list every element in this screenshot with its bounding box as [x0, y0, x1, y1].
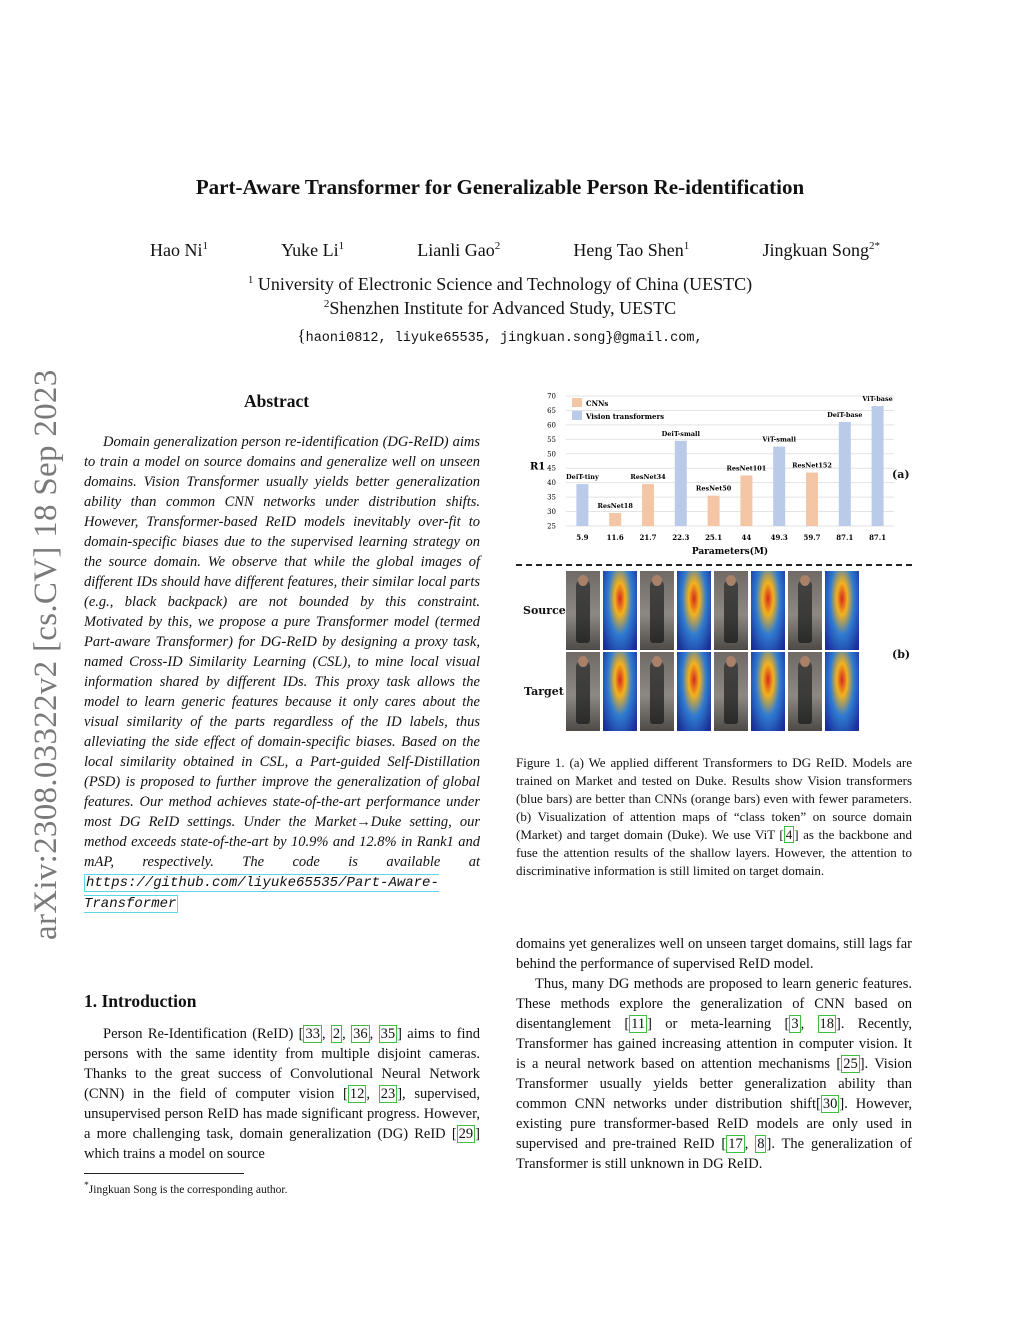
- attention-map-image: [640, 571, 674, 650]
- legend-label-vit: Vision transformers: [586, 412, 665, 421]
- attention-map-image: [714, 571, 748, 650]
- code-link[interactable]: https://github.com/liyuke65535/Part-Aware-Transformer: [84, 875, 439, 912]
- attention-map-image: [825, 571, 859, 650]
- x-tick-label: 59.7: [803, 533, 821, 542]
- panel-label-b: (b): [892, 648, 911, 661]
- y-tick-label: 60: [547, 421, 556, 430]
- author: Yuke Li$^1$: [281, 240, 345, 260]
- bar-model-label: ResNet152: [792, 461, 832, 470]
- citation-link[interactable]: 4: [785, 827, 793, 842]
- person-silhouette: [650, 660, 664, 724]
- bar-model-label: DeiT-base: [827, 411, 863, 419]
- bar: [675, 441, 687, 526]
- person-head: [726, 656, 736, 667]
- x-axis-label: Parameters(M): [691, 547, 769, 557]
- attention-map-image: [788, 571, 822, 650]
- citation-link[interactable]: 25: [843, 1056, 858, 1072]
- citation-link[interactable]: 11: [631, 1016, 646, 1032]
- bar-model-label: ResNet50: [695, 484, 732, 493]
- citation-link[interactable]: 2: [332, 1026, 341, 1042]
- bar-model-label: ViT-small: [762, 435, 796, 444]
- bar-model-label: DeiT-small: [661, 429, 700, 438]
- bar-model-label: ResNet101: [726, 464, 767, 473]
- citation-link[interactable]: 18: [819, 1016, 835, 1032]
- person-silhouette: [650, 579, 664, 643]
- y-tick-label: 70: [547, 392, 556, 401]
- y-tick-label: 40: [547, 479, 556, 488]
- x-tick-label: 87.1: [869, 533, 887, 542]
- legend-swatch-vit: [572, 411, 582, 420]
- paper-title: Part-Aware Transformer for Generalizable Person Re-identification: [195, 175, 805, 199]
- bar: [576, 484, 588, 526]
- x-tick-label: 21.7: [639, 533, 657, 542]
- legend-label-cnn: CNNs: [586, 399, 609, 408]
- x-tick-label: 44: [741, 533, 752, 542]
- author: Hao Ni$^1$: [150, 240, 208, 260]
- author-list: [150, 240, 880, 261]
- x-tick-label: 22.3: [672, 533, 690, 542]
- author: Lianli Gao$^2$: [417, 240, 501, 260]
- attention-map-image: [825, 652, 859, 731]
- figure-1a-bar-chart: [516, 386, 912, 561]
- person-head: [578, 575, 588, 586]
- person-head: [800, 656, 810, 667]
- citation-link[interactable]: 3: [791, 1016, 799, 1032]
- bar: [872, 406, 884, 526]
- citation-link[interactable]: 35: [380, 1026, 396, 1042]
- y-tick-label: 35: [547, 493, 556, 502]
- attention-map-image: [566, 571, 600, 650]
- y-tick-label: 25: [547, 522, 556, 531]
- person-silhouette: [576, 579, 590, 643]
- person-silhouette: [798, 579, 812, 643]
- person-head: [652, 575, 662, 586]
- figure-1-caption: Figure 1. (a) We applied different Transformers to DG ReID. Models are trained on Market and tested on Duke. Results show Vision transformers (blue bars) are better than CNNs (orange bars) even with fewer parameters. (b) Visualization of attention maps of “class token” on source domain (Market) and target domain (Duke). We use ViT [ 4 ] as the backbone and fuse the attention results of the shallow layers. However, the attention to discriminative information is still limited on target domain.: [516, 755, 912, 878]
- legend-swatch-cnn: [572, 398, 582, 407]
- bar: [708, 496, 720, 526]
- citation-link[interactable]: 17: [728, 1136, 743, 1152]
- person-head: [578, 656, 588, 667]
- author: Jingkuan Song$^{2*}$: [762, 240, 880, 260]
- bar-model-label: DeiT-tiny: [566, 473, 599, 482]
- person-head: [800, 575, 810, 586]
- attention-map-image: [603, 571, 637, 650]
- y-tick-label: 45: [547, 464, 556, 473]
- x-tick-label: 87.1: [836, 533, 854, 542]
- attention-map-image: [677, 571, 711, 650]
- attention-map-image: [566, 652, 600, 731]
- bar: [609, 513, 621, 526]
- target-attention-maps: [566, 652, 859, 731]
- source-attention-maps: [566, 571, 859, 650]
- author: Heng Tao Shen$^1$: [573, 240, 690, 260]
- person-silhouette: [724, 660, 738, 724]
- person-head: [652, 656, 662, 667]
- x-tick-label: 5.9: [576, 533, 589, 542]
- affiliation-2: $^2$Shenzhen Institute for Advanced Study, UESTC: [323, 298, 677, 318]
- x-tick-label: 49.3: [770, 533, 788, 542]
- bar-model-label: ViT-base: [862, 395, 893, 404]
- bar-model-label: ResNet34: [630, 473, 666, 482]
- affiliation-1: $^1$ University of Electronic Science and Technology of China (UESTC): [247, 274, 753, 294]
- intro-paragraph-left: Person Re-Identification (ReID) [ 33 , 2 , 36 , 35 ] aims to find persons with the same identity from multiple disjoint cameras. Thanks to the great success of Convolutional Neural Network (CNN) in the field of computer vision [ 12 , 23 ], supervised, unsupervised person ReID has made significant progress. However, a more challenging task, domain generalization (DG) ReID [ 29 ] which trains a model on source: [84, 1026, 480, 1162]
- attention-map-image: [603, 652, 637, 731]
- citation-link[interactable]: 12: [349, 1086, 365, 1102]
- abstract-heading: Abstract: [244, 391, 310, 411]
- x-tick-label: 11.6: [606, 533, 624, 542]
- footnote-rule: [84, 1173, 244, 1174]
- bar: [642, 484, 654, 526]
- attention-map-image: [788, 652, 822, 731]
- citation-link[interactable]: 29: [458, 1126, 474, 1142]
- citation-link[interactable]: 36: [353, 1026, 368, 1042]
- y-tick-label: 65: [547, 406, 556, 415]
- y-tick-label: 55: [547, 435, 556, 444]
- attention-map-image: [677, 652, 711, 731]
- citation-link[interactable]: 8: [757, 1136, 765, 1152]
- attention-map-image: [640, 652, 674, 731]
- intro-paragraph-right-2: Thus, many DG methods are proposed to learn generic features. These methods explore the generalization of CNN based on disentanglement [ 11 ] or meta-learning [ 3 , 18 ]. Recently, Transformer has gained increasing attention in computer vision. It is a neural network based on attention mechanisms [ 25 ]. Vision Transformer usually yields better generalization ability than common CNN networks under distribution shift[ 30 ]. However, existing pure transformer-based ReID models are only used in supervised and pre-trained ReID [ 17 , 8 ]. The generalization of Transformer is still unknown in DG ReID.: [516, 976, 913, 1172]
- footnote: *Jingkuan Song is the corresponding author.: [84, 1180, 288, 1196]
- bar: [773, 447, 785, 526]
- citation-link[interactable]: 30: [822, 1096, 838, 1112]
- citation-link[interactable]: 23: [380, 1086, 396, 1102]
- person-silhouette: [576, 660, 590, 724]
- attention-map-image: [751, 571, 785, 650]
- source-row-label: Source: [523, 604, 566, 617]
- citation-link[interactable]: 33: [305, 1026, 320, 1042]
- y-tick-label: 50: [547, 450, 556, 459]
- bar-model-label: ResNet18: [597, 502, 633, 510]
- person-silhouette: [724, 579, 738, 643]
- author-emails: {haoni0812, liyuke65535, jingkuan.song}@gmail.com,: [297, 326, 703, 346]
- panel-label-a: (a): [892, 468, 910, 481]
- bar: [839, 422, 851, 526]
- y-tick-label: 30: [547, 508, 556, 517]
- bar: [740, 475, 752, 526]
- x-tick-label: 25.1: [705, 533, 723, 542]
- person-silhouette: [798, 660, 812, 724]
- bar: [806, 473, 818, 526]
- section-heading-introduction: 1. Introduction: [84, 991, 197, 1011]
- intro-paragraph-right-1: domains yet generalizes well on unseen target domains, still lags far behind the performance of supervised ReID model.: [516, 936, 912, 972]
- y-axis-label: R1: [530, 461, 546, 473]
- attention-map-image: [714, 652, 748, 731]
- person-head: [726, 575, 736, 586]
- figure-divider: [516, 564, 912, 566]
- abstract-text: Domain generalization person re-identification (DG-ReID) aims to train a model on source domains and generalize well on unseen domains. Vision Transformer usually yields better generalization ability than common CNN networks under distribution shifts. However, Transformer-based ReID models inevitably over-fit to domain-specific biases due to the supervised learning strategy on the source domain. We observe that while the global images of different IDs should have different features, their similar local parts (e.g., black backpack) are not bounded by this constraint. Motivated by this, we propose a pure Transformer model (termed Part-aware Transformer) for DG-ReID by designing a proxy task, named Cross-ID Similarity Learning (CSL), to mine local visual information shared by different IDs. This proxy task allows the model to learn generic features because it only cares about the visual similarity of the parts regardless of the ID labels, thus alleviating the side effect of domain-specific biases. Based on the local similarity obtained in CSL, a Part-guided Self-Distillation (PSD) is proposed to further improve the generalization of global features. Our method achieves state-of-the-art performance under most DG ReID settings. Under the Market→Duke setting, our method exceeds state-of-the-art by 10.9% and 12.8% in Rank1 and mAP, respectively. The code is available at: [84, 434, 480, 870]
- abstract-body: [84, 432, 480, 914]
- attention-map-image: [751, 652, 785, 731]
- target-row-label: Target: [524, 685, 564, 698]
- arxiv-identifier: arXiv:2308.03322v2 [cs.CV] 18 Sep 2023: [28, 369, 64, 940]
